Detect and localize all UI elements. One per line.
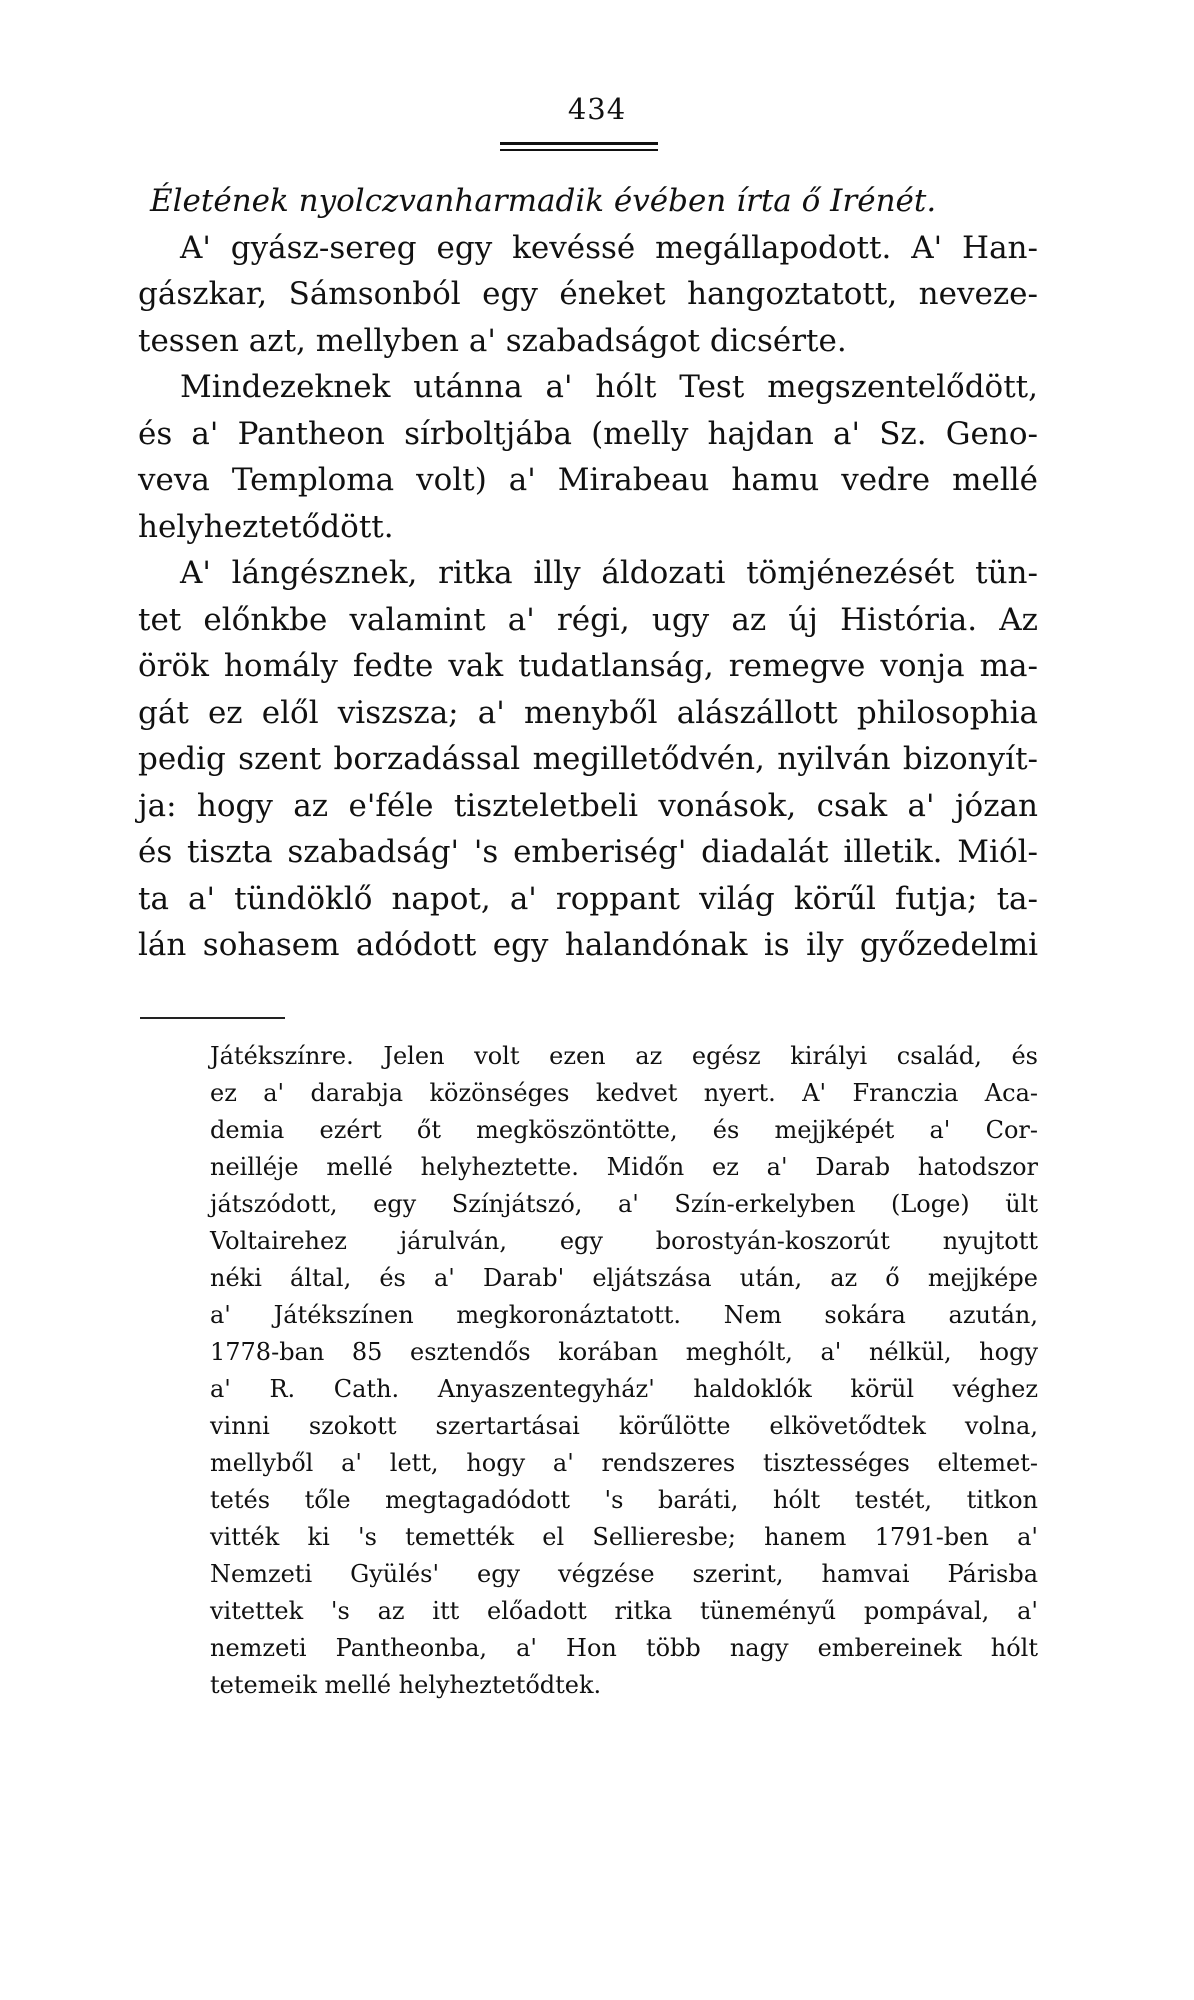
footnote-line: ez a' darabja közönséges kedvet nyert. A' Franczia Aca- xyxy=(210,1079,1038,1107)
header-rule-thin xyxy=(500,149,658,151)
footnote-line: 1778-ban 85 esztendős korában meghólt, a' nélkül, hogy xyxy=(210,1338,1038,1366)
main-line: ta a' tündöklő napot, a' roppant világ körűl futja; ta- xyxy=(138,880,1038,917)
footnote-separator xyxy=(140,1017,285,1019)
main-line: ja: hogy az e'féle tiszteletbeli vonások, csak a' józan xyxy=(138,787,1038,824)
page-number: 434 xyxy=(567,92,627,126)
main-line: veva Temploma volt) a' Mirabeau hamu vedre mellé xyxy=(138,462,1038,498)
footnote-line: tetés tőle megtagadódott 's baráti, hólt testét, titkon xyxy=(210,1486,1038,1514)
main-line: és a' Pantheon sírboltjába (melly hajdan a' Sz. Geno- xyxy=(138,415,1038,452)
footnote-line: Voltairehez járulván, egy borostyán-koszorút nyujtott xyxy=(210,1227,1038,1255)
footnote-line: mellyből a' lett, hogy a' rendszeres tisztességes eltemet- xyxy=(210,1449,1038,1477)
footnote-line: a' Játékszínen megkoronáztatott. Nem sokára azután, xyxy=(210,1301,1038,1329)
main-text-block xyxy=(138,178,1038,969)
footnote-line: neilléje mellé helyheztette. Midőn ez a' Darab hatodszor xyxy=(210,1153,1038,1181)
header-rule-thick xyxy=(500,142,658,145)
main-line: lán sohasem adódott egy halandónak is ily győzedelmi xyxy=(138,927,1038,963)
footnote-line: tetemeik mellé helyheztetődtek. xyxy=(210,1671,602,1699)
main-line: A' lángésznek, ritka illy áldozati tömjénezését tün- xyxy=(180,555,1038,591)
footnote-line: Nemzeti Gyülés' egy végzése szerint, hamvai Párisba xyxy=(210,1560,1038,1588)
main-line: örök homály fedte vak tudatlanság, remegve vonja ma- xyxy=(138,648,1038,684)
main-line: A' gyász-sereg egy kevéssé megállapodott. A' Han- xyxy=(180,229,1038,266)
main-line: Mindezeknek utánna a' hólt Test megszentelődött, xyxy=(180,369,1038,405)
footnote-line: demia ezért őt megköszöntötte, és mejjképét a' Cor- xyxy=(210,1116,1038,1144)
footnote-line: néki által, és a' Darab' eljátszása után, az ő mejjképe xyxy=(210,1264,1038,1292)
main-line: gát ez elől viszsza; a' menyből alászállott philosophia xyxy=(138,694,1038,731)
main-line: helyheztetődött. xyxy=(138,508,394,545)
main-line: és tiszta szabadság' 's emberiség' diadalát illetik. Miól- xyxy=(138,834,1038,870)
footnote-block xyxy=(210,1038,1038,1704)
footnote-line: Játékszínre. Jelen volt ezen az egész királyi család, és xyxy=(210,1042,1038,1070)
main-line: tet előnkbe valamint a' régi, ugy az új História. Az xyxy=(138,601,1038,638)
main-line: pedig szent borzadással megilletődvén, nyilván bizonyít- xyxy=(138,741,1038,777)
main-line: tessen azt, mellyben a' szabadságot dicsérte. xyxy=(138,322,847,359)
footnote-line: a' R. Cath. Anyaszentegyház' haldoklók körül véghez xyxy=(210,1375,1038,1403)
main-line: Életének nyolczvanharmadik évében írta ő Irénét. xyxy=(150,183,937,219)
footnote-line: vitettek 's az itt előadott ritka tüneményű pompával, a' xyxy=(210,1597,1038,1625)
footnote-line: játszódott, egy Színjátszó, a' Szín-erkelyben (Loge) ült xyxy=(210,1190,1038,1218)
footnote-line: vitték ki 's temették el Sellieresbe; hanem 1791-ben a' xyxy=(210,1523,1038,1551)
footnote-line: nemzeti Pantheonba, a' Hon több nagy embereinek hólt xyxy=(210,1634,1038,1662)
main-line: gászkar, Sámsonból egy éneket hangoztatott, neveze- xyxy=(138,276,1038,312)
footnote-line: vinni szokott szertartásai körűlötte elkövetődtek volna, xyxy=(210,1412,1038,1440)
